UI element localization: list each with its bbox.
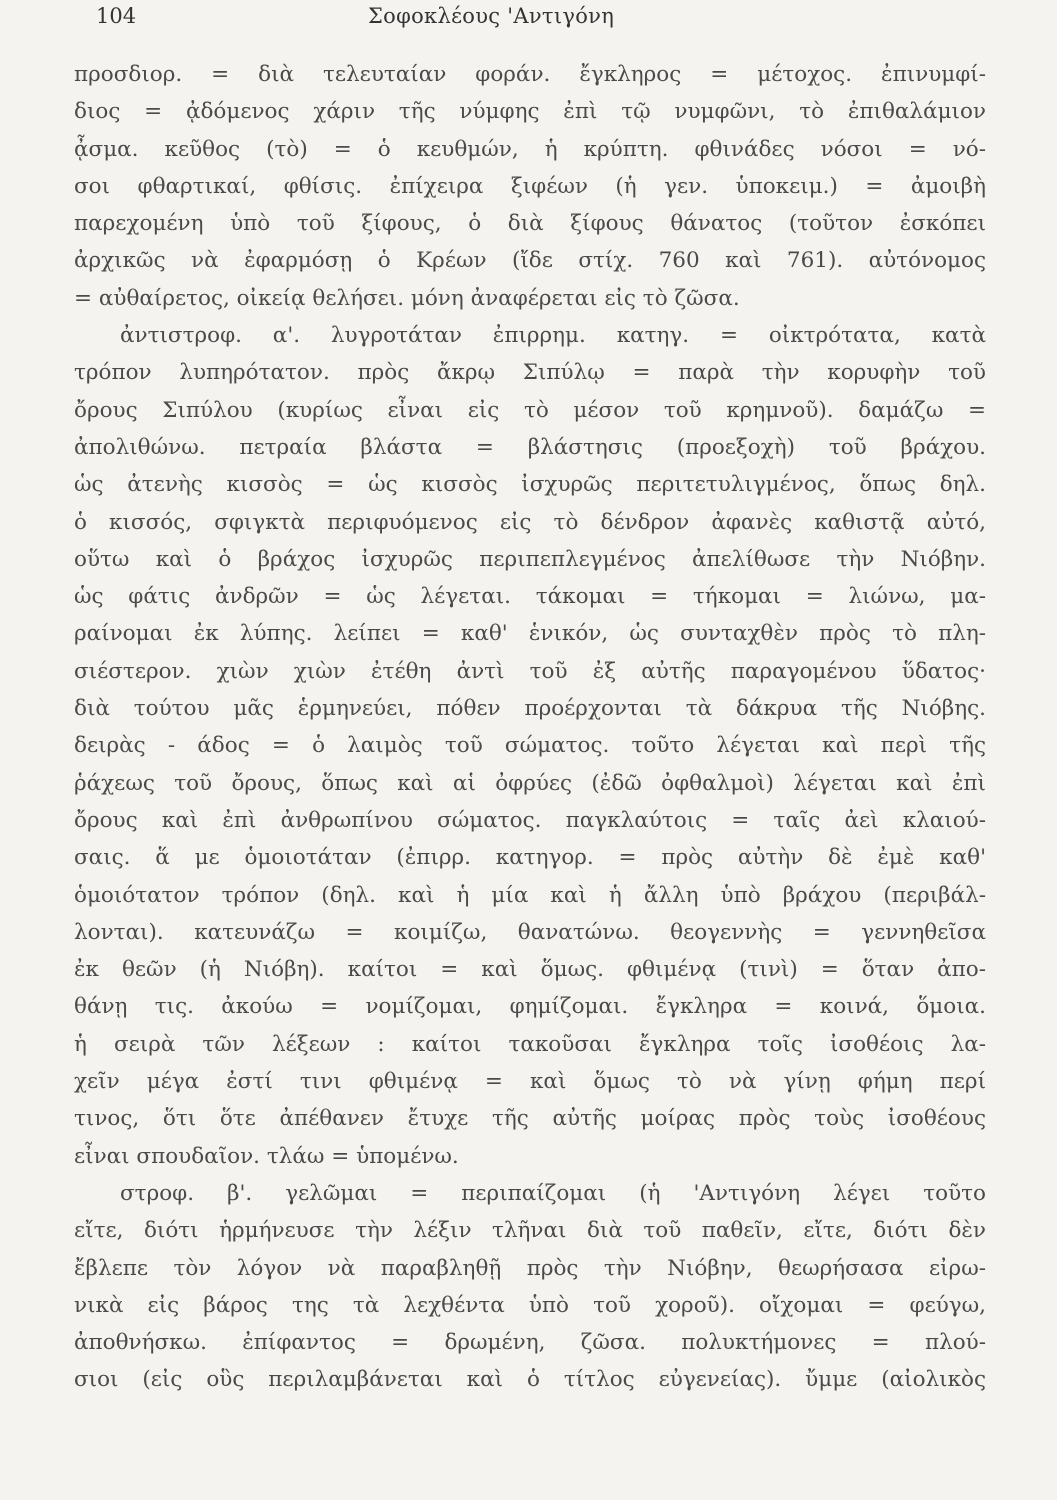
text-line: νικὰ εἰς βάρος της τὰ λεχθέντα ὑπὸ τοῦ χοροῦ). οἴχομαι = φεύγω,	[74, 1292, 986, 1318]
text-line: θάνῃ τις. ἀκούω = νομίζομαι, φημίζομαι. ἔγκληρα = κοινά, ὅμοια.	[74, 994, 986, 1020]
text-line: ἀρχικῶς νὰ ἐφαρμόσῃ ὁ Κρέων (ἴδε στίχ. 760 καὶ 761). αὐτόνομος	[74, 248, 986, 274]
commentary-text	[74, 56, 986, 1399]
text-line: διὰ τούτου μᾶς ἑρμηνεύει, πόθεν προέρχονται τὰ δάκρυα τῆς Νιόβης.	[74, 696, 986, 722]
text-line: τινος, ὅτι ὅτε ἀπέθανεν ἔτυχε τῆς αὐτῆς μοίρας πρὸς τοὺς ἰσοθέους	[74, 1106, 986, 1132]
text-line: χεῖν μέγα ἐστί τινι φθιμένᾳ = καὶ ὅμως τὸ νὰ γίνῃ φήμη περί	[74, 1069, 986, 1095]
text-line: εἶναι σπουδαῖον. τλάω = ὑπομένω.	[74, 1143, 459, 1169]
text-line: ἀπολιθώνω. πετραία βλάστα = βλάστησις (προεξοχὴ) τοῦ βράχου.	[74, 434, 986, 460]
text-line: διος = ᾀδόμενος χάριν τῆς νύμφης ἐπὶ τῷ νυμφῶνι, τὸ ἐπιθαλάμιον	[74, 99, 986, 125]
text-line: οὕτω καὶ ὁ βράχος ἰσχυρῶς περιπεπλεγμένος ἀπελίθωσε τὴν Νιόβην.	[74, 546, 986, 572]
text-line: παρεχομένη ὑπὸ τοῦ ξίφους, ὁ διὰ ξίφους θάνατος (τοῦτον ἐσκόπει	[74, 211, 986, 237]
text-line: ὄρους καὶ ἐπὶ ἀνθρωπίνου σώματος. παγκλαύτοις = ταῖς ἀεὶ κλαιού-	[74, 807, 986, 833]
text-line: σοι φθαρτικαί, φθίσις. ἐπίχειρα ξιφέων (ἡ γεν. ὑποκειμ.) = ἀμοιβὴ	[74, 173, 986, 199]
text-line: στροφ. β'. γελῶμαι = περιπαίζομαι (ἡ 'Αντιγόνη λέγει τοῦτο	[120, 1180, 986, 1206]
text-line: ῥάχεως τοῦ ὄρους, ὅπως καὶ αἱ ὀφρύες (ἐδῶ ὀφθαλμοὶ) λέγεται καὶ ἐπὶ	[74, 770, 986, 796]
text-line: ἡ σειρὰ τῶν λέξεων : καίτοι τακοῦσαι ἔγκληρα τοῖς ἰσοθέοις λα-	[74, 1031, 986, 1057]
text-line: ἀποθνήσκω. ἐπίφαντος = δρωμένη, ζῶσα. πολυκτήμονες = πλού-	[74, 1330, 986, 1356]
text-line: ὡς ἀτενὴς κισσὸς = ὡς κισσὸς ἰσχυρῶς περιτετυλιγμένος, ὅπως δηλ.	[74, 472, 986, 498]
text-line: ἐκ θεῶν (ἡ Νιόβη). καίτοι = καὶ ὅμως. φθιμένᾳ (τινὶ) = ὅταν ἀπο-	[74, 957, 986, 983]
text-line: εἴτε, διότι ἡρμήνευσε τὴν λέξιν τλῆναι διὰ τοῦ παθεῖν, εἴτε, διότι δὲν	[74, 1218, 986, 1244]
text-line: ὡς φάτις ἀνδρῶν = ὡς λέγεται. τάκομαι = τήκομαι = λιώνω, μα-	[74, 584, 986, 610]
text-line: ὁμοιότατον τρόπον (δηλ. καὶ ἡ μία καὶ ἡ ἄλλη ὑπὸ βράχου (περιβάλ-	[74, 882, 986, 908]
text-line: ὄρους Σιπύλου (κυρίως εἶναι εἰς τὸ μέσον τοῦ κρημνοῦ). δαμάζω =	[74, 397, 986, 423]
running-title: Σοφοκλέους 'Αντιγόνη	[368, 4, 615, 28]
page-header	[96, 4, 996, 36]
text-line: ὁ κισσός, σφιγκτὰ περιφυόμενος εἰς τὸ δένδρον ἀφανὲς καθιστᾷ αὐτό,	[74, 509, 986, 535]
text-line: ᾆσμα. κεῦθος (τὸ) = ὁ κευθμών, ἡ κρύπτη. φθινάδες νόσοι = νό-	[74, 136, 986, 162]
text-line: ἀντιστροφ. α'. λυγροτάταν ἐπιρρημ. κατηγ. = οἰκτρότατα, κατὰ	[120, 323, 986, 349]
text-line: τρόπον λυπηρότατον. πρὸς ἄκρῳ Σιπύλῳ = παρὰ τὴν κορυφὴν τοῦ	[74, 360, 986, 386]
text-line: = αὐθαίρετος, οἰκείᾳ θελήσει. μόνη ἀναφέρεται εἰς τὸ ζῶσα.	[74, 285, 740, 311]
text-line: λονται). κατευνάζω = κοιμίζω, θανατώνω. θεογεννὴς = γεννηθεῖσα	[74, 919, 986, 945]
text-line: ραίνομαι ἐκ λύπης. λείπει = καθ' ἑνικόν, ὡς συνταχθὲν πρὸς τὸ πλη-	[74, 621, 986, 647]
page-number: 104	[96, 4, 137, 28]
text-line: προσδιορ. = διὰ τελευταίαν φοράν. ἔγκληρος = μέτοχος. ἐπινυμφί-	[74, 62, 986, 87]
text-line: σιέστερον. χιὼν χιὼν ἐτέθη ἀντὶ τοῦ ἐξ αὐτῆς παραγομένου ὕδατος·	[74, 658, 986, 684]
text-line: σαις. ἅ με ὁμοιοτάταν (ἐπιρρ. κατηγορ. = πρὸς αὐτὴν δὲ ἐμὲ καθ'	[74, 845, 986, 871]
text-line: δειρὰς - άδος = ὁ λαιμὸς τοῦ σώματος. τοῦτο λέγεται καὶ περὶ τῆς	[74, 733, 986, 759]
text-line: ἔβλεπε τὸν λόγον νὰ παραβληθῇ πρὸς τὴν Νιόβην, θεωρήσασα εἰρω-	[74, 1255, 986, 1281]
text-line: σιοι (εἰς οὓς περιλαμβάνεται καὶ ὁ τίτλος εὐγενείας). ὔμμε (αἰολικὸς	[74, 1367, 986, 1393]
